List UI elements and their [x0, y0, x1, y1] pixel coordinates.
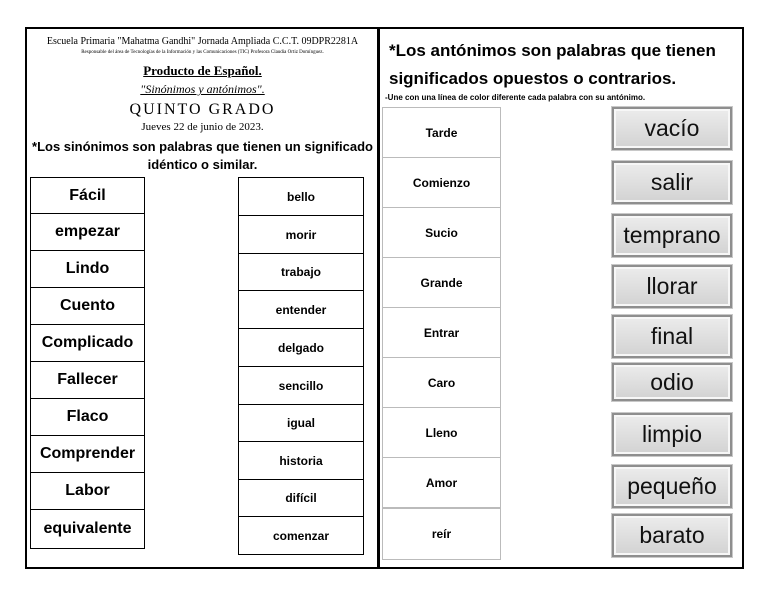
antonym-left-word[interactable]: Grande [382, 257, 501, 308]
antonym-right-word[interactable]: odio [612, 363, 732, 401]
antonym-right-word[interactable]: temprano [612, 214, 732, 257]
antonym-right-word[interactable]: pequeño [612, 465, 732, 508]
synonym-left-word[interactable]: Fácil [30, 177, 145, 214]
antonym-left-word[interactable]: Caro [382, 357, 501, 408]
antonym-left-word[interactable]: Sucio [382, 207, 501, 258]
synonym-left-word[interactable]: equivalente [30, 509, 145, 549]
column-divider [377, 27, 380, 569]
synonym-left-word[interactable]: Fallecer [30, 361, 145, 399]
grade-title: QUINTO GRADO [129, 101, 276, 118]
antonym-left-word[interactable]: Tarde [382, 107, 501, 158]
synonym-right-word[interactable]: difícil [238, 479, 364, 517]
synonym-left-word[interactable]: Complicado [30, 324, 145, 362]
synonym-left-word[interactable]: Labor [30, 472, 145, 510]
synonym-left-word[interactable]: Flaco [30, 398, 145, 436]
antonyms-description: *Los antónimos son palabras que tienen significados opuestos o contrarios. [389, 41, 716, 88]
synonym-right-word[interactable]: igual [238, 404, 364, 442]
antonym-right-word[interactable]: vacío [612, 107, 732, 150]
synonym-right-word[interactable]: delgado [238, 328, 364, 367]
responsible-line: Responsable del área de Tecnologías de la Información y las Comunicaciones (TIC) Profesora Claudia Ortiz Domínguez. [81, 50, 324, 55]
antonym-left-word[interactable]: Entrar [382, 307, 501, 358]
antonym-right-word[interactable]: salir [612, 161, 732, 204]
synonym-right-word[interactable]: sencillo [238, 366, 364, 405]
synonyms-description: *Los sinónimos son palabras que tienen un significado idéntico o similar. [32, 139, 373, 172]
antonym-right-word[interactable]: limpio [612, 413, 732, 456]
antonym-right-word[interactable]: barato [612, 514, 732, 557]
antonyms-instruction: -Une con una línea de color diferente cada palabra con su antónimo. [385, 93, 646, 102]
antonym-left-word[interactable]: Comienzo [382, 157, 501, 208]
synonym-right-word[interactable]: morir [238, 215, 364, 254]
synonym-right-word[interactable]: bello [238, 177, 364, 216]
subject-title: "Sinónimos y antónimos". [140, 82, 265, 96]
synonym-left-word[interactable]: Lindo [30, 250, 145, 288]
school-line: Escuela Primaria "Mahatma Gandhi" Jornada Ampliada C.C.T. 09DPR2281A [46, 36, 359, 47]
antonym-right-word[interactable]: llorar [612, 265, 732, 308]
synonym-right-word[interactable]: comenzar [238, 516, 364, 555]
antonym-left-word[interactable]: Amor [382, 457, 501, 508]
synonym-left-word[interactable]: Comprender [30, 435, 145, 473]
antonym-left-word[interactable]: reír [382, 508, 501, 560]
product-title: Producto de Español. [143, 63, 262, 78]
synonym-right-word[interactable]: historia [238, 441, 364, 480]
synonym-right-word[interactable]: entender [238, 290, 364, 329]
antonym-right-word[interactable]: final [612, 315, 732, 358]
synonym-left-word[interactable]: empezar [30, 213, 145, 251]
synonym-left-word[interactable]: Cuento [30, 287, 145, 325]
synonym-right-word[interactable]: trabajo [238, 253, 364, 291]
antonym-left-word[interactable]: Lleno [382, 407, 501, 458]
date-line: Jueves 22 de junio de 2023. [141, 121, 264, 133]
